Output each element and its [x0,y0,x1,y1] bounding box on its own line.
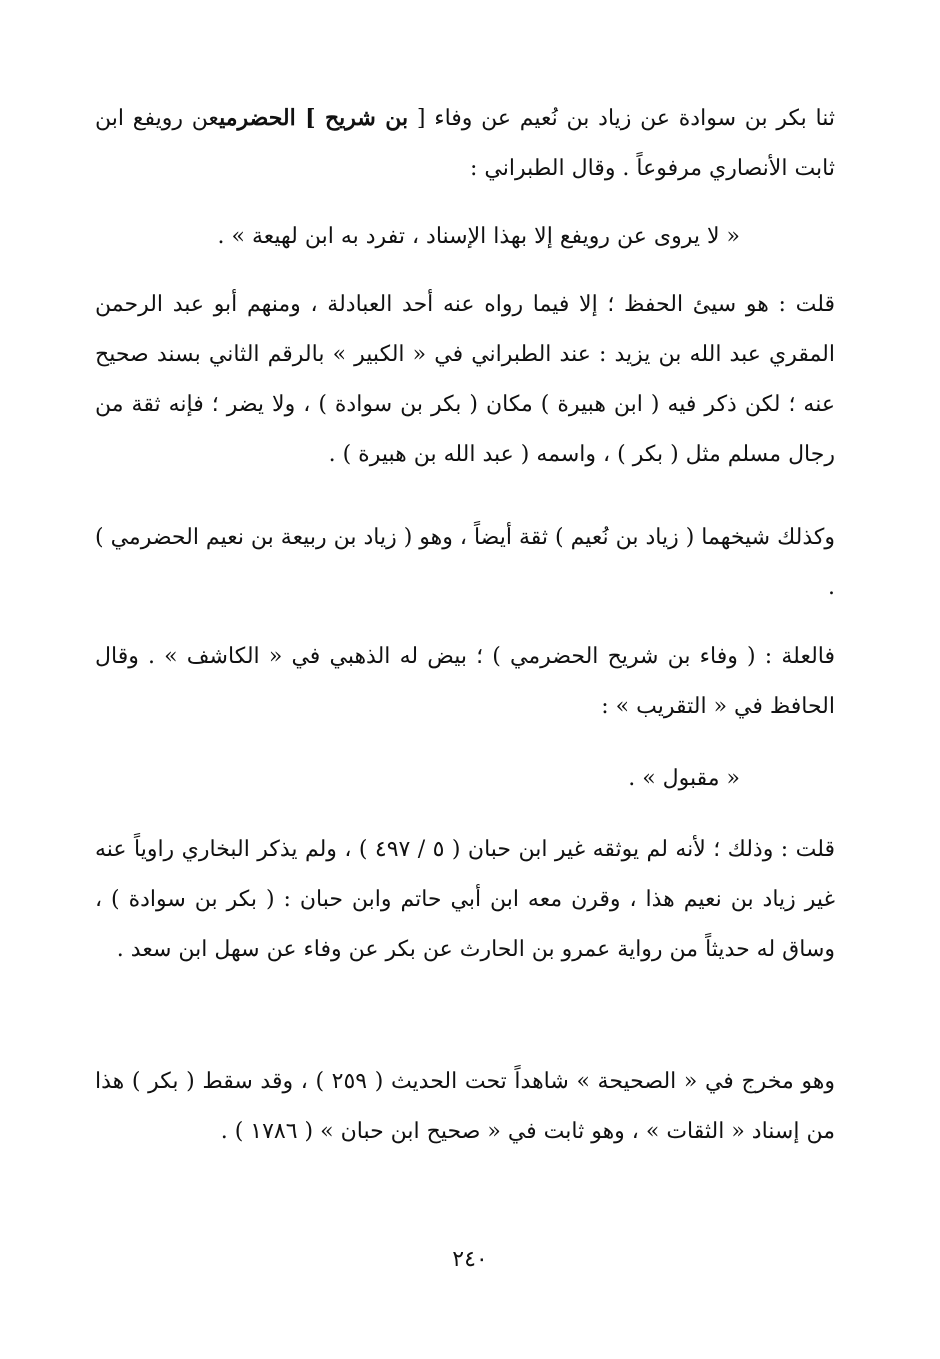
isnad-bold-name: بن شريح ] الحضرمي [219,105,409,131]
paragraph-shaykhuhuma: وكذلك شيخهما ( زياد بن نُعيم ) ثقة أيضاً ، وهو ( زياد بن ربيعة بن نعيم الحضرمي ) . [95,525,835,600]
page-number: ٢٤٠ [452,1247,488,1272]
quote-maqbul: « مقبول » . [628,766,740,791]
paragraph-ibn-hibban: قلت : وذلك ؛ لأنه لم يوثقه غير ابن حبان ( ٥ / ٤٩٧ ) ، ولم يذكر البخاري راوياً عنه غير زياد بن نعيم هذا ، وقرن معه ابن أبي حاتم وابن حبان : ( بكر بن سوادة ) ، وساق له حديثاً من رواية عمرو بن الحارث عن بكر عن وفاء عن سهل ابن سعد . [95,837,836,962]
isnad-text-end: عن رويفع ابن ثابت الأنصاري مرفوعاً . وقال الطبراني : [95,106,835,181]
paragraph-isnad [95,93,835,194]
paragraph-sahiha: وهو مخرج في « الصحيحة » شاهداً تحت الحديث ( ٢٥٩ ) ، وقد سقط ( بكر ) هذا من إسناد « الثقات » ، وهو ثابت في « صحيح ابن حبان » ( ١٧٨٦ ) . [95,1069,835,1144]
quote-tabarani: « لا يروى عن رويفع إلا بهذا الإسناد ، تفرد به ابن لهيعة » . [217,224,740,249]
paragraph-hifz: قلت : هو سيئ الحفظ ؛ إلا فيما رواه عنه أحد العبادلة ، ومنهم أبو عبد الرحمن المقري عبد الله بن يزيد : عند الطبراني في « الكبير » بالرقم الثاني بسند صحيح عنه ؛ لكن ذكر فيه ( ابن هبيرة ) مكان ( بكر بن سوادة ) ، ولا يضر ؛ فإنه ثقة من رجال مسلم مثل ( بكر ) ، واسمه ( عبد الله بن هبيرة ) . [95,292,835,467]
isnad-text-start: ثنا بكر بن سوادة عن زياد بن نُعيم عن وفاء [ [408,106,836,131]
paragraph-illa: فالعلة : ( وفاء بن شريح الحضرمي ) ؛ بيض له الذهبي في « الكاشف » . وقال الحافظ في « التقريب » : [95,644,835,719]
